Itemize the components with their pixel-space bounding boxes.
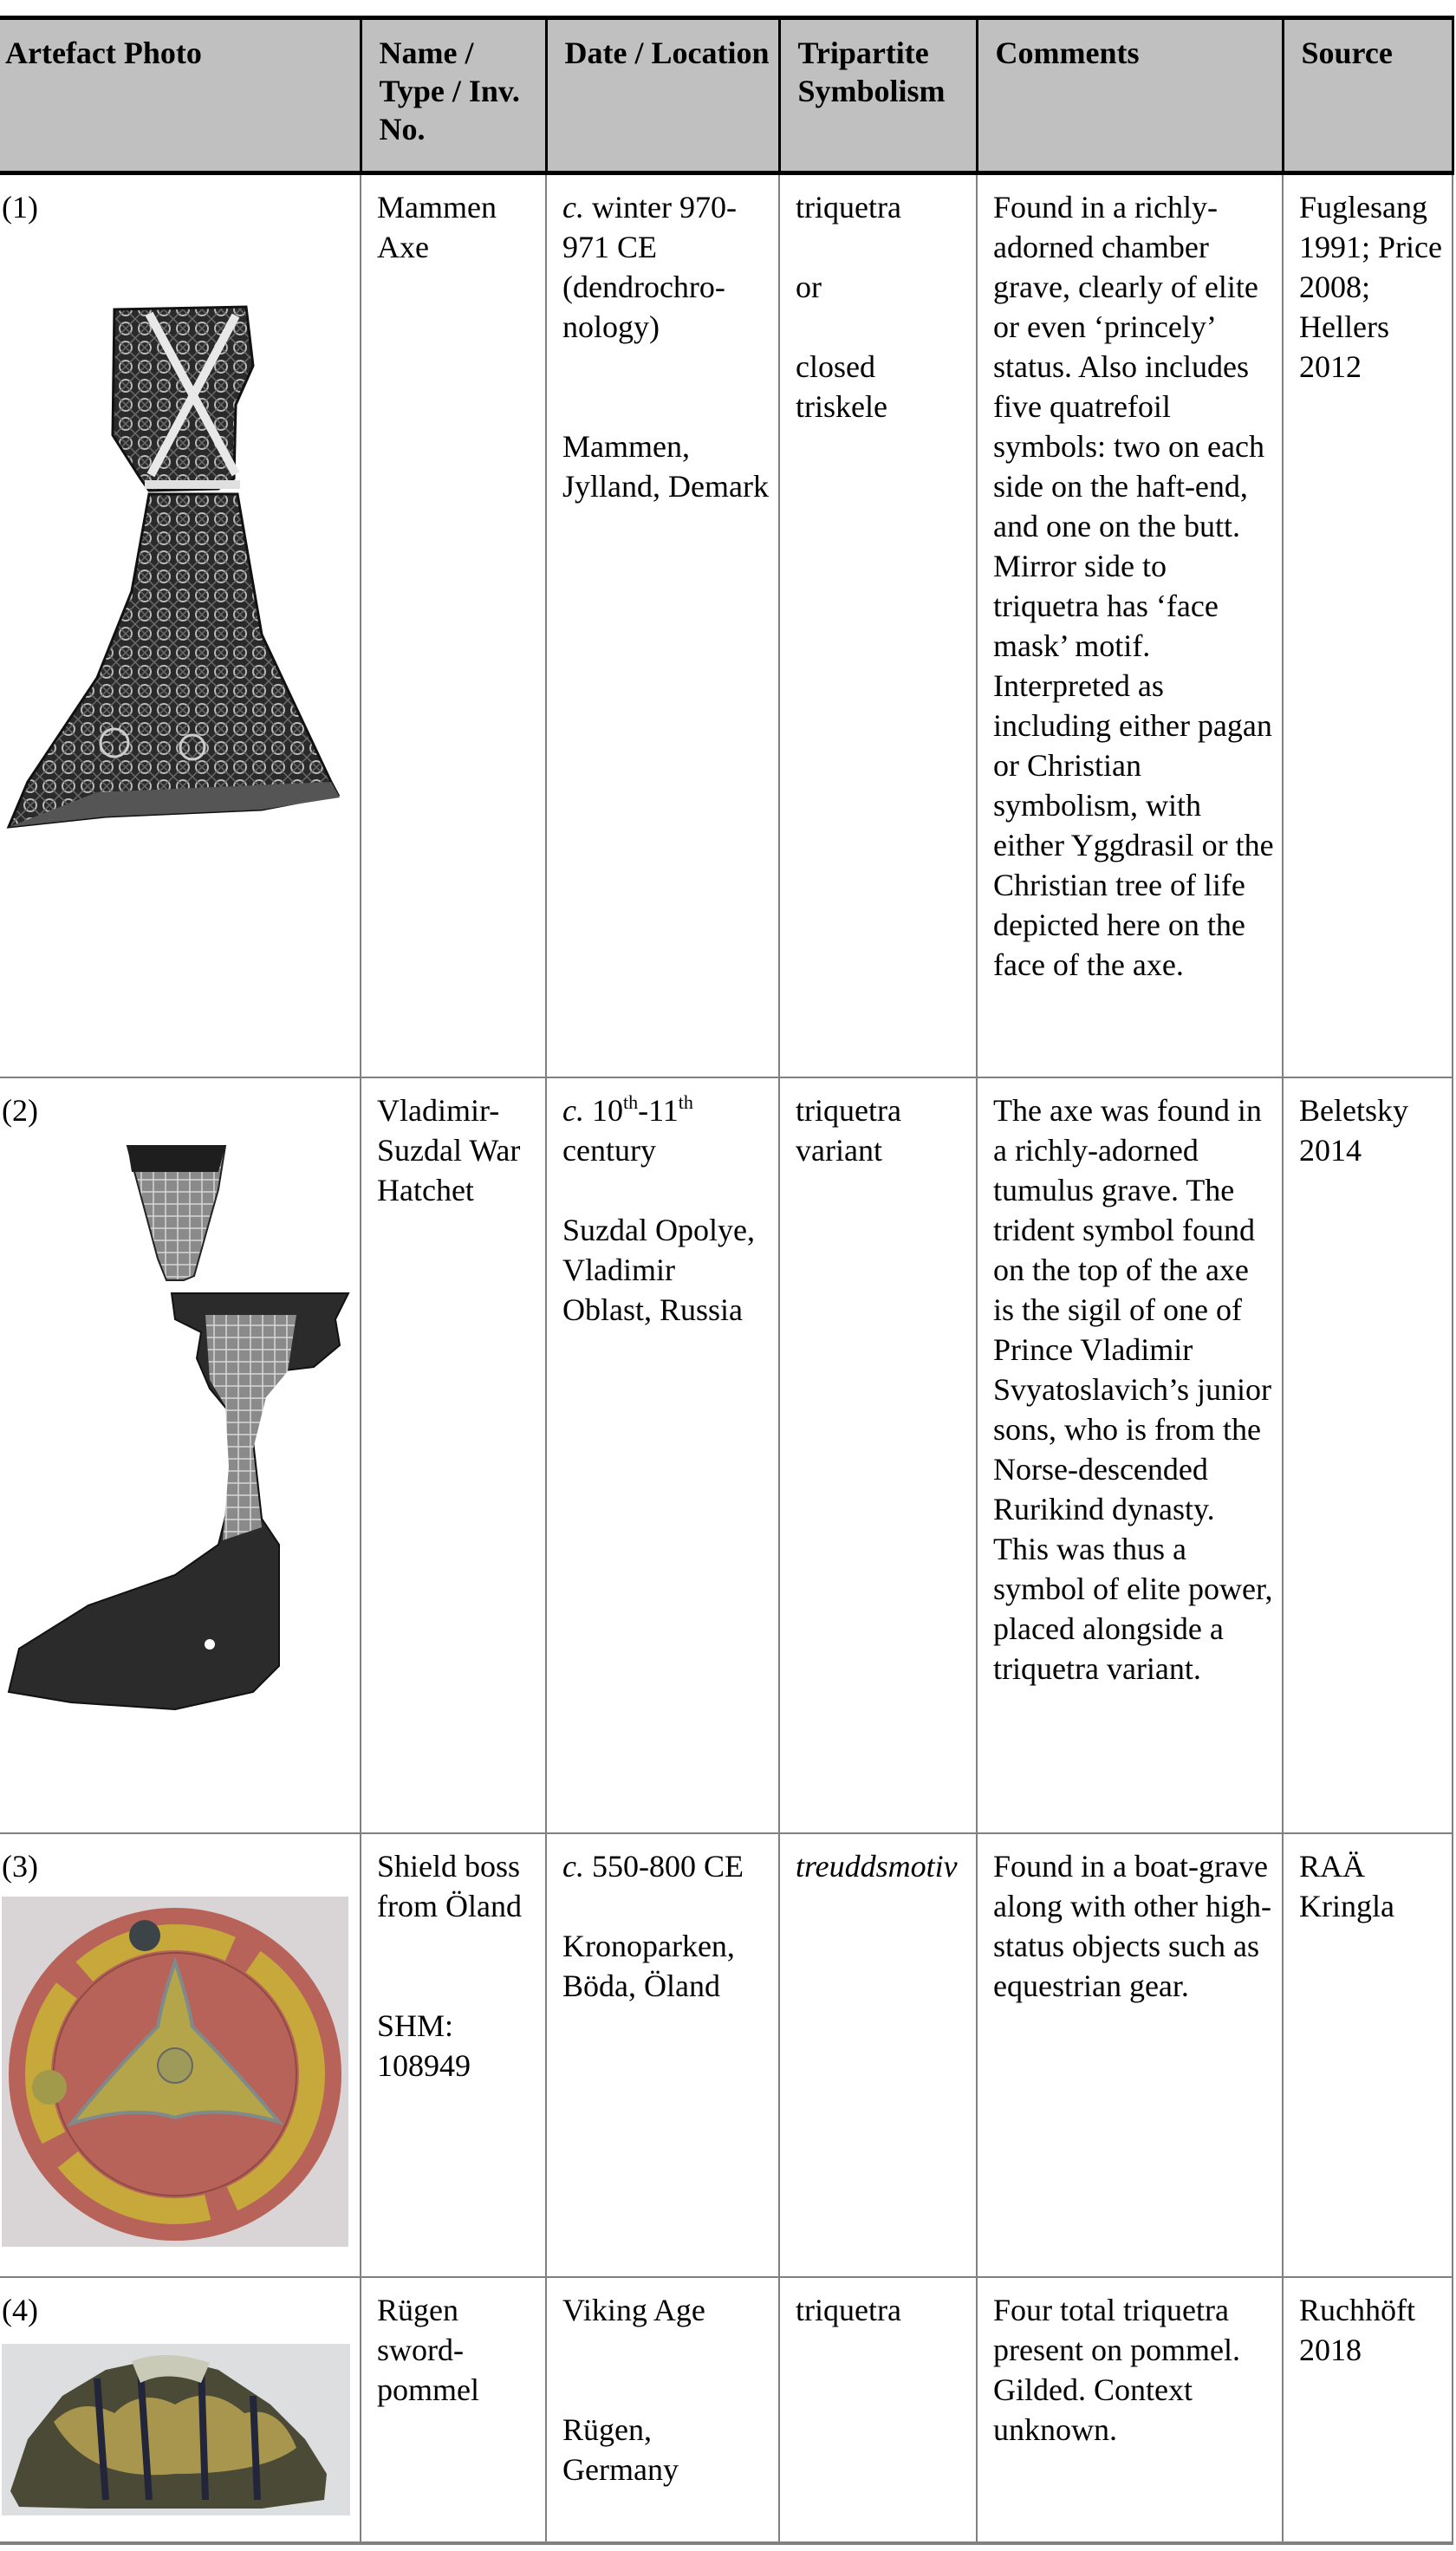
source-cell <box>1283 1833 1453 2277</box>
tripartite-value: triquetra <box>796 190 901 225</box>
mammen-axe-photo-icon <box>2 262 348 860</box>
comments-text: Four total triquetra present on pommel. Gilded. Context unknown. <box>993 2293 1240 2447</box>
date-location-cell <box>546 173 779 1078</box>
tripartite-connector: or <box>796 270 822 304</box>
table-row <box>0 2277 1453 2543</box>
source-text: RAÄ Kringla <box>1299 1849 1394 1923</box>
rugen-sword-pommel-photo-icon <box>2 2344 350 2515</box>
header-source: Source <box>1283 18 1453 173</box>
artefact-table <box>0 16 1454 2545</box>
table-row <box>0 1077 1453 1833</box>
header-date-location: Date / Location <box>546 18 779 173</box>
tripartite-cell <box>779 173 977 1078</box>
inventory-number: SHM: 108949 <box>377 2008 471 2083</box>
date-value: 550-800 CE <box>591 1849 744 1884</box>
tripartite-cell <box>779 2277 977 2543</box>
source-cell <box>1283 2277 1453 2543</box>
tripartite-value: treuddsmotiv <box>796 1849 958 1884</box>
photo-cell <box>0 173 361 1078</box>
tripartite-value: triquetra <box>796 2293 901 2327</box>
oland-shield-boss-photo-icon <box>2 1897 348 2247</box>
row-number: (1) <box>2 190 38 225</box>
header-artefact-photo: Artefact Photo <box>0 18 361 173</box>
row-number: (3) <box>2 1849 38 1884</box>
source-text: Beletsky 2014 <box>1299 1093 1408 1168</box>
name-cell <box>361 173 546 1078</box>
date-location-cell <box>546 1833 779 2277</box>
circa-label: c. <box>562 1093 584 1128</box>
source-cell <box>1283 173 1453 1078</box>
name-cell <box>361 1077 546 1833</box>
date-century-a: 10 <box>591 1093 623 1128</box>
comments-cell <box>977 1077 1283 1833</box>
artefact-name: Rügen sword-pommel <box>377 2293 479 2407</box>
photo-cell <box>0 2277 361 2543</box>
comments-text: Found in a boat-grave along with other high-status objects such as equestrian gear. <box>993 1849 1271 2003</box>
artefact-name: Shield boss from Öland <box>377 1849 522 1923</box>
artefact-name: Mammen Axe <box>377 190 497 264</box>
name-cell <box>361 1833 546 2277</box>
comments-cell <box>977 2277 1283 2543</box>
tripartite-alternative: closed triskele <box>796 349 887 424</box>
header-row <box>0 18 1453 173</box>
date-value: winter 970-971 CE (dendrochro-nology) <box>562 190 737 344</box>
tripartite-value: triquetra variant <box>796 1093 901 1168</box>
photo-cell <box>0 1077 361 1833</box>
row-number: (4) <box>2 2293 38 2327</box>
header-name-type-inv: Name / Type / Inv. No. <box>361 18 546 173</box>
location-value: Kronoparken, Böda, Öland <box>562 1929 735 2003</box>
location-value: Rügen, Germany <box>562 2412 679 2487</box>
vladimir-suzdal-hatchet-photo-icon <box>2 1137 357 1796</box>
circa-label: c. <box>562 190 584 225</box>
date-location-cell <box>546 1077 779 1833</box>
source-text: Fuglesang 1991; Price 2008; Hellers 2012 <box>1299 190 1442 384</box>
comments-cell <box>977 1833 1283 2277</box>
superscript-th: th <box>678 1091 693 1113</box>
source-cell <box>1283 1077 1453 1833</box>
header-tripartite-symbolism: Tripartite Symbolism <box>779 18 977 173</box>
date-location-cell <box>546 2277 779 2543</box>
artefact-name: Vladimir-Suzdal War Hatchet <box>377 1093 521 1207</box>
comments-cell <box>977 173 1283 1078</box>
date-value: Viking Age <box>562 2293 705 2327</box>
date-century-b: -11 <box>638 1093 679 1128</box>
name-cell <box>361 2277 546 2543</box>
header-comments: Comments <box>977 18 1283 173</box>
location-value: Mammen, Jylland, Demark <box>562 429 769 504</box>
source-text: Ruchhöft 2018 <box>1299 2293 1415 2367</box>
table-row <box>0 1833 1453 2277</box>
superscript-th: th <box>622 1091 639 1113</box>
tripartite-cell <box>779 1833 977 2277</box>
location-value: Suzdal Opolye, Vladimir Oblast, Russia <box>562 1213 755 1327</box>
row-number: (2) <box>2 1093 38 1128</box>
comments-text: Found in a richly-adorned chamber grave, clearly of elite or even ‘princely’ status. Also includes five quatrefoil symbols: two on each side on the haft-end, and one on the butt. Mirror side to triquetra has ‘face mask’ motif. Interpreted as including either pagan or Christian symbolism, with either Yggdrasil or the Christian tree of life depicted here on the face of the axe. <box>993 190 1274 982</box>
circa-label: c. <box>562 1849 584 1884</box>
photo-cell <box>0 1833 361 2277</box>
table-row <box>0 173 1453 1078</box>
date-century-label: century <box>562 1133 656 1168</box>
tripartite-cell <box>779 1077 977 1833</box>
comments-text: The axe was found in a richly-adorned tumulus grave. The trident symbol found on the top of the axe is the sigil of one of Prince Vladimir Svyatoslavich’s junior sons, who is from the Norse-descended Rurikind dynasty. This was thus a symbol of elite power, placed alongside a triquetra variant. <box>993 1093 1273 1686</box>
